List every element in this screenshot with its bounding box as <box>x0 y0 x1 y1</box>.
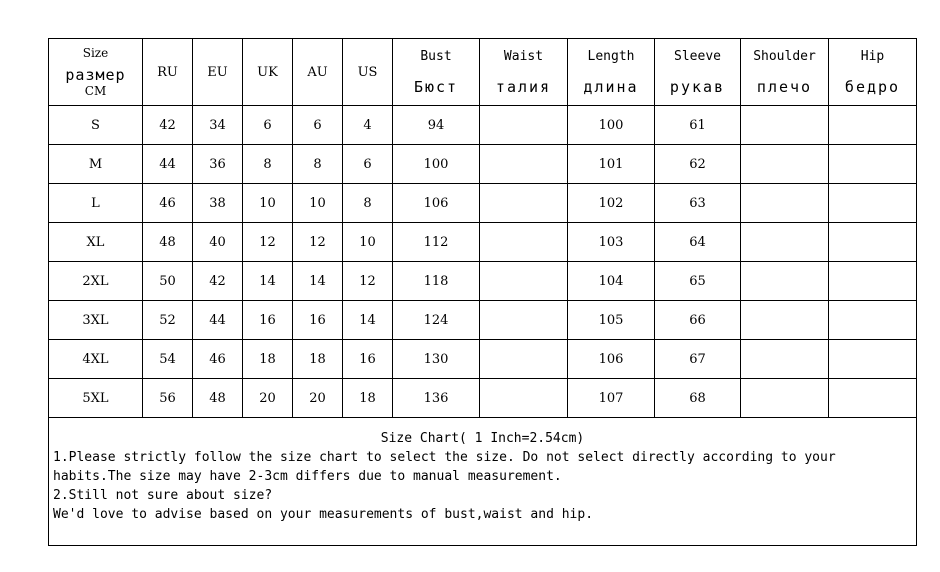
header-size-unit: CM <box>84 84 107 98</box>
header-bust-ru: Бюст <box>413 77 459 96</box>
cell-uk: 16 <box>243 301 293 340</box>
cell-eu: 40 <box>193 223 243 262</box>
cell-shoulder <box>741 340 829 379</box>
cell-ru: 48 <box>143 223 193 262</box>
header-sleeve <box>655 39 741 106</box>
header-uk: UK <box>243 39 293 106</box>
cell-bust: 100 <box>393 145 480 184</box>
cell-au: 6 <box>293 106 343 145</box>
cell-hip <box>829 301 917 340</box>
cell-ru: 54 <box>143 340 193 379</box>
cell-us: 12 <box>343 262 393 301</box>
cell-size: 4XL <box>49 340 143 379</box>
cell-length: 105 <box>568 301 655 340</box>
cell-size: 2XL <box>49 262 143 301</box>
cell-bust: 118 <box>393 262 480 301</box>
cell-sleeve: 68 <box>655 379 741 418</box>
cell-waist <box>480 223 568 262</box>
cell-ru: 56 <box>143 379 193 418</box>
cell-length: 103 <box>568 223 655 262</box>
table-row <box>49 262 917 301</box>
cell-waist <box>480 184 568 223</box>
cell-shoulder <box>741 223 829 262</box>
cell-uk: 6 <box>243 106 293 145</box>
cell-shoulder <box>741 145 829 184</box>
header-hip <box>829 39 917 106</box>
table-row <box>49 184 917 223</box>
notes-line-2: habits.The size may have 2-3cm differs due to manual measurement. <box>53 469 562 484</box>
table-row <box>49 340 917 379</box>
cell-sleeve: 62 <box>655 145 741 184</box>
cell-waist <box>480 340 568 379</box>
cell-size: S <box>49 106 143 145</box>
header-us: US <box>343 39 393 106</box>
cell-bust: 136 <box>393 379 480 418</box>
header-shoulder-ru: плечо <box>756 77 813 96</box>
table-row <box>49 145 917 184</box>
cell-au: 14 <box>293 262 343 301</box>
cell-au: 8 <box>293 145 343 184</box>
cell-au: 18 <box>293 340 343 379</box>
cell-uk: 20 <box>243 379 293 418</box>
cell-hip <box>829 145 917 184</box>
header-au: AU <box>293 39 343 106</box>
cell-sleeve: 64 <box>655 223 741 262</box>
cell-uk: 8 <box>243 145 293 184</box>
cell-size: XL <box>49 223 143 262</box>
cell-uk: 14 <box>243 262 293 301</box>
header-bust-en: Bust <box>420 48 452 64</box>
cell-us: 14 <box>343 301 393 340</box>
header-row <box>49 39 917 106</box>
cell-length: 102 <box>568 184 655 223</box>
cell-eu: 44 <box>193 301 243 340</box>
table-row <box>49 301 917 340</box>
cell-us: 18 <box>343 379 393 418</box>
cell-length: 106 <box>568 340 655 379</box>
cell-us: 4 <box>343 106 393 145</box>
cell-size: 3XL <box>49 301 143 340</box>
header-size-label-ru: размер <box>65 66 126 84</box>
cell-shoulder <box>741 379 829 418</box>
header-length-ru: длина <box>583 77 639 96</box>
cell-size: L <box>49 184 143 223</box>
cell-length: 100 <box>568 106 655 145</box>
cell-size: M <box>49 145 143 184</box>
cell-sleeve: 61 <box>655 106 741 145</box>
cell-bust: 94 <box>393 106 480 145</box>
cell-au: 20 <box>293 379 343 418</box>
notes-line-4: We'd love to advise based on your measurements of bust,waist and hip. <box>53 507 594 522</box>
cell-shoulder <box>741 262 829 301</box>
cell-au: 12 <box>293 223 343 262</box>
header-hip-ru: бедро <box>844 77 901 96</box>
cell-shoulder <box>741 106 829 145</box>
cell-hip <box>829 340 917 379</box>
cell-bust: 106 <box>393 184 480 223</box>
cell-eu: 36 <box>193 145 243 184</box>
header-waist-ru: талия <box>495 77 552 96</box>
cell-uk: 18 <box>243 340 293 379</box>
cell-waist <box>480 145 568 184</box>
header-waist-en: Waist <box>503 48 544 64</box>
cell-sleeve: 65 <box>655 262 741 301</box>
cell-sleeve: 66 <box>655 301 741 340</box>
cell-sleeve: 63 <box>655 184 741 223</box>
notes-cell <box>49 418 917 546</box>
cell-ru: 44 <box>143 145 193 184</box>
cell-us: 10 <box>343 223 393 262</box>
cell-bust: 124 <box>393 301 480 340</box>
cell-bust: 130 <box>393 340 480 379</box>
header-shoulder-en: Shoulder <box>753 48 816 64</box>
cell-us: 8 <box>343 184 393 223</box>
header-eu: EU <box>193 39 243 106</box>
cell-uk: 12 <box>243 223 293 262</box>
cell-hip <box>829 223 917 262</box>
header-bust <box>393 39 480 106</box>
cell-eu: 42 <box>193 262 243 301</box>
cell-hip <box>829 262 917 301</box>
cell-length: 101 <box>568 145 655 184</box>
cell-hip <box>829 106 917 145</box>
cell-length: 107 <box>568 379 655 418</box>
cell-bust: 112 <box>393 223 480 262</box>
notes-line-1: 1.Please strictly follow the size chart to select the size. Do not select directly according to your <box>53 450 836 465</box>
header-size <box>49 39 143 106</box>
header-waist <box>480 39 568 106</box>
notes-line-3: 2.Still not sure about size? <box>53 488 273 503</box>
cell-eu: 38 <box>193 184 243 223</box>
cell-size: 5XL <box>49 379 143 418</box>
header-length <box>568 39 655 106</box>
cell-us: 6 <box>343 145 393 184</box>
cell-waist <box>480 262 568 301</box>
header-hip-en: Hip <box>860 48 885 64</box>
cell-ru: 46 <box>143 184 193 223</box>
cell-au: 10 <box>293 184 343 223</box>
table-row <box>49 106 917 145</box>
size-chart <box>48 38 915 534</box>
cell-ru: 42 <box>143 106 193 145</box>
cell-waist <box>480 379 568 418</box>
cell-eu: 34 <box>193 106 243 145</box>
header-sleeve-en: Sleeve <box>674 48 721 64</box>
cell-waist <box>480 301 568 340</box>
cell-us: 16 <box>343 340 393 379</box>
cell-ru: 50 <box>143 262 193 301</box>
header-sleeve-ru: рукав <box>669 77 726 96</box>
cell-hip <box>829 379 917 418</box>
header-ru: RU <box>143 39 193 106</box>
header-size-label: Size <box>82 46 109 60</box>
header-length-en: Length <box>587 48 635 64</box>
table-row <box>49 379 917 418</box>
cell-shoulder <box>741 184 829 223</box>
notes-row <box>49 418 917 546</box>
cell-sleeve: 67 <box>655 340 741 379</box>
cell-waist <box>480 106 568 145</box>
cell-shoulder <box>741 301 829 340</box>
cell-hip <box>829 184 917 223</box>
notes-title: Size Chart( 1 Inch=2.54cm) <box>380 431 585 446</box>
cell-ru: 52 <box>143 301 193 340</box>
cell-au: 16 <box>293 301 343 340</box>
size-table <box>48 38 917 546</box>
table-row <box>49 223 917 262</box>
cell-uk: 10 <box>243 184 293 223</box>
cell-eu: 46 <box>193 340 243 379</box>
cell-length: 104 <box>568 262 655 301</box>
cell-eu: 48 <box>193 379 243 418</box>
header-shoulder <box>741 39 829 106</box>
